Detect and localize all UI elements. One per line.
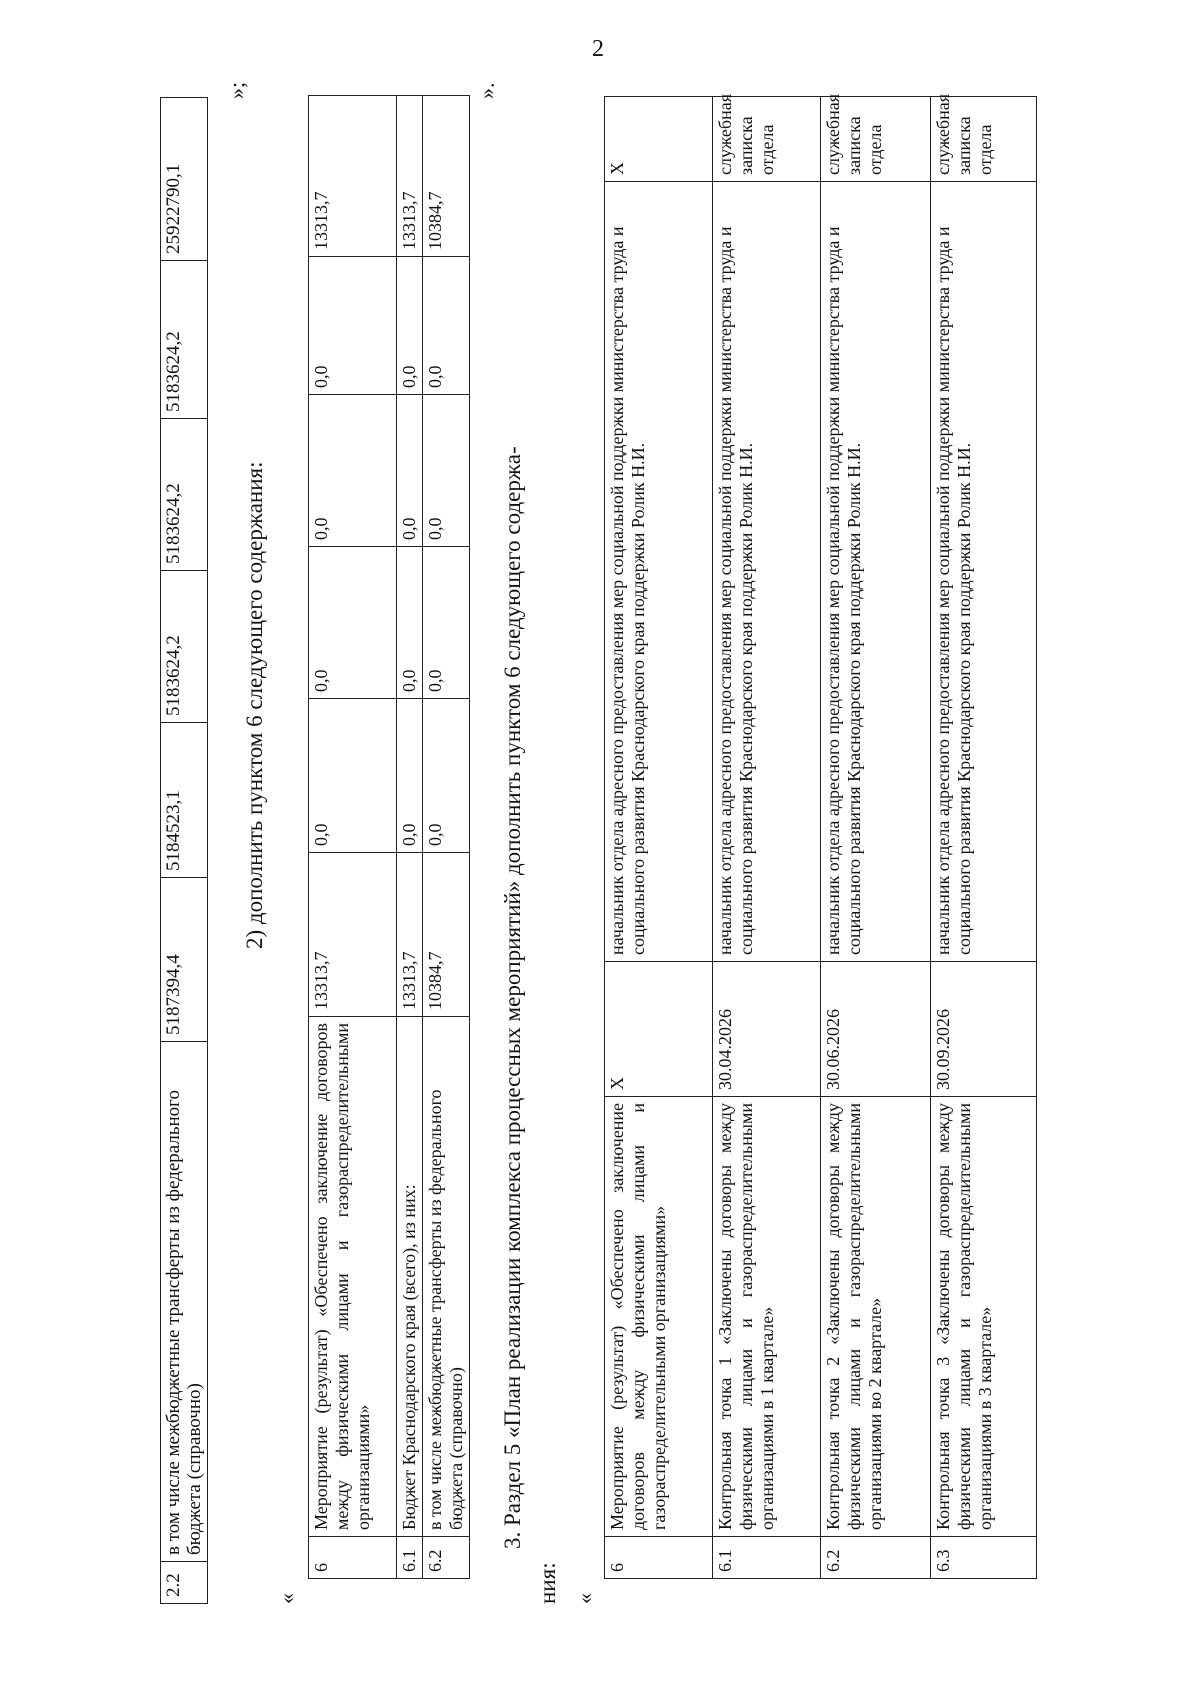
value-cell: 10384,7 (423, 96, 470, 257)
value-cell: 5187394,4 (161, 878, 208, 1042)
row-name: Контрольная точка 2 «Заключены договоры между физическими лицами и газораспределительными организациями во 2 квартале» (821, 1097, 931, 1537)
document-cell: служебная записка отдела (821, 97, 931, 182)
value-cell: 13313,7 (309, 96, 397, 257)
table-row (397, 96, 423, 1579)
value-cell: 5184523,1 (161, 723, 208, 878)
row-number: 6.3 (931, 1537, 1037, 1579)
document-cell: служебная записка отдела (713, 97, 821, 182)
value-cell: 5183624,2 (161, 261, 208, 419)
table-row (423, 96, 470, 1579)
value-cell: 13313,7 (309, 853, 397, 1017)
row-name: Бюджет Краснодарского края (всего), из них: (397, 1017, 423, 1537)
value-cell: 0,0 (423, 547, 470, 699)
value-cell: 0,0 (309, 257, 397, 395)
date-cell: 30.04.2026 (713, 962, 821, 1097)
value-cell: 0,0 (397, 395, 423, 547)
table-row (931, 97, 1037, 1579)
value-cell: 0,0 (423, 699, 470, 853)
value-cell: 25922790,1 (161, 98, 208, 261)
value-cell: 0,0 (309, 699, 397, 853)
row-number: 2.2 (161, 1562, 208, 1604)
value-cell: 13313,7 (397, 853, 423, 1017)
item-2-heading: 2) дополнить пунктом 6 следующего содержания: (242, 461, 267, 949)
table-row (161, 98, 208, 1604)
document-cell: служебная записка отдела (931, 97, 1037, 182)
date-cell: 30.09.2026 (931, 962, 1037, 1097)
row-number: 6 (605, 1537, 713, 1579)
row-name: в том числе межбюджетные трансферты из федерального бюджета (справочно) (161, 1042, 208, 1562)
item-3-heading: 3. Раздел 5 «План реализации комплекса процессных мероприятий» дополнить пунктом 6 следующего содержа- (500, 446, 525, 1549)
table-row (821, 97, 931, 1579)
value-cell: 0,0 (397, 699, 423, 853)
table-row (309, 96, 397, 1579)
row-name: Контрольная точка 1 «Заключены договоры между физическими лицами и газораспределительными организациями в 1 квартале» (713, 1097, 821, 1537)
date-cell: X (605, 962, 713, 1097)
opening-quote-3: « (572, 1593, 597, 1604)
row-number: 6.2 (423, 1537, 470, 1579)
table-row (605, 97, 713, 1579)
responsible-cell: начальник отдела адресного предоставления мер социальной поддержки министерства труда и социального развития Краснодарского края поддержки Ролик Н.И. (821, 182, 931, 962)
value-cell: 0,0 (397, 547, 423, 699)
row-name: Мероприятие (результат) «Обеспечено заключение договоров между физическими лицами и газораспределительными организациями» (309, 1017, 397, 1537)
page-number: 2 (592, 36, 604, 62)
row-number: 6.1 (397, 1537, 423, 1579)
value-cell: 10384,7 (423, 853, 470, 1017)
closing-quote-2: ». (474, 82, 499, 99)
document-cell: X (605, 97, 713, 182)
closing-quote-1: »; (224, 81, 249, 99)
row-name: в том числе межбюджетные трансферты из федерального бюджета (справочно) (423, 1017, 470, 1537)
row-name: Контрольная точка 3 «Заключены договоры между физическими лицами и газораспределительными организациями в 3 квартале» (931, 1097, 1037, 1537)
value-cell: 13313,7 (397, 96, 423, 257)
value-cell: 5183624,2 (161, 419, 208, 571)
opening-quote-2: « (274, 1593, 299, 1604)
value-cell: 0,0 (397, 257, 423, 395)
item-3-heading-continuation: ния: (535, 1562, 560, 1604)
value-cell: 0,0 (309, 547, 397, 699)
row-number: 6.2 (821, 1537, 931, 1579)
responsible-cell: начальник отдела адресного предоставления мер социальной поддержки министерства труда и социального развития Краснодарского края поддержки Ролик Н.И. (605, 182, 713, 962)
table-row (713, 97, 821, 1579)
responsible-cell: начальник отдела адресного предоставления мер социальной поддержки министерства труда и социального развития Краснодарского края поддержки Ролик Н.И. (931, 182, 1037, 962)
date-cell: 30.06.2026 (821, 962, 931, 1097)
value-cell: 5183624,2 (161, 571, 208, 723)
process-plan-table (604, 96, 1037, 1579)
row-number: 6.1 (713, 1537, 821, 1579)
value-cell: 0,0 (423, 395, 470, 547)
responsible-cell: начальник отдела адресного предоставления мер социальной поддержки министерства труда и социального развития Краснодарского края поддержки Ролик Н.И. (713, 182, 821, 962)
budget-table-continuation (160, 97, 208, 1604)
value-cell: 0,0 (309, 395, 397, 547)
row-name: Мероприятие (результат) «Обеспечено заключение договоров между физическими лицами и газораспределительными организациями» (605, 1097, 713, 1537)
row-number: 6 (309, 1537, 397, 1579)
budget-table-item-6 (308, 95, 470, 1579)
value-cell: 0,0 (423, 257, 470, 395)
